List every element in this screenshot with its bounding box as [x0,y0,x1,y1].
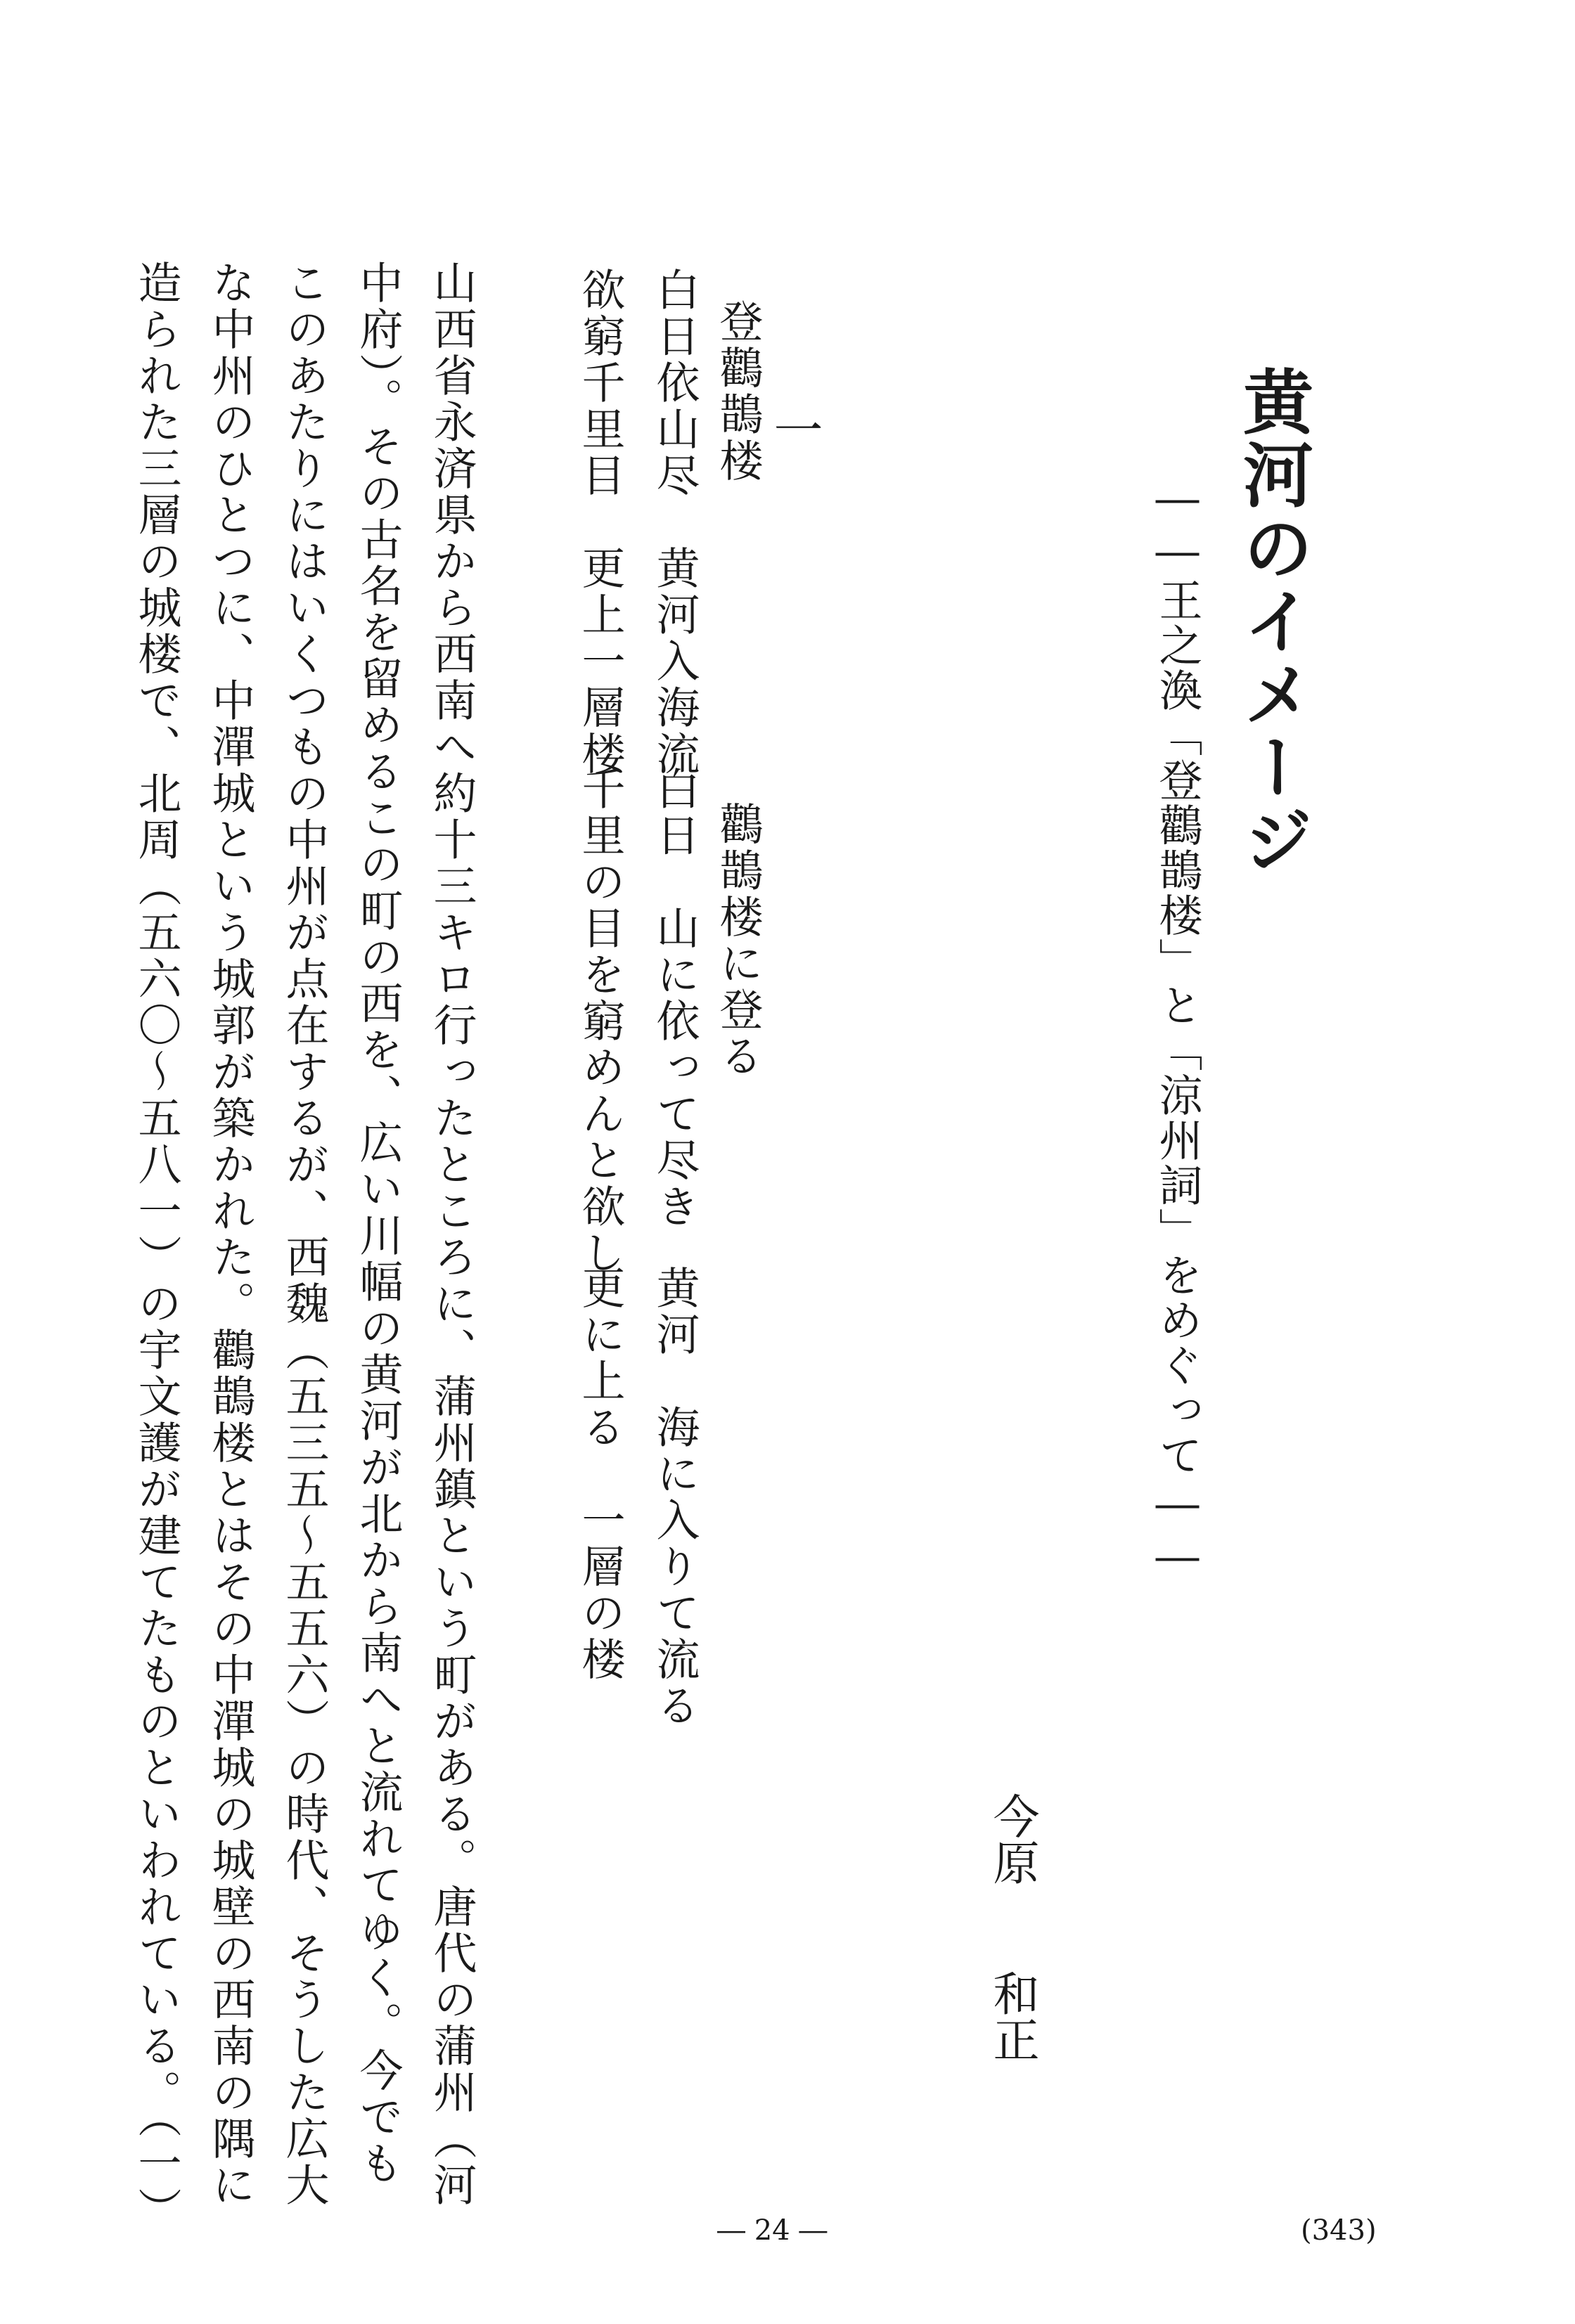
kundoku-line-1b: 黄河 海に入りて流る [649,1265,700,1729]
poem-line-1: 白日依山尽 黄河入海流 [649,267,700,777]
poem-line-2: 欲窮千里目 更上一層楼 [574,267,626,777]
section-number: 一 [766,404,823,453]
article-subtitle: ――王之渙「登鸛鵲楼」と「涼州詞」をめぐって―― [1152,472,1203,1583]
kundoku-line-1a: 白日 山に依って尽き [649,766,700,1230]
kundoku-line-2a: 千里の目を窮めんと欲し [574,766,626,1277]
page-number: ― 24 ― [717,2214,828,2247]
poem-title: 登鸛鵲楼 [712,299,764,484]
author-family-name: 今原 [985,1793,1039,1885]
prose-paragraph-1: 山西省永済県から西南へ約十三キロ行ったところに、蒲州鎮という町がある。唐代の蒲州（河中府）。その古名を留めるこの町の西を、広い川幅の黄河が北から南へと流れてゆく。今でもこのあたりにはいくつもの中州が点在するが、西魏（五三五～五五六）の時代、そうした広大な中州のひとつに、中潬城という城郭が築かれた。鸛鵲楼とはその中潬城の城壁の西南の隅に造られた三層の城楼で、北周（五六〇～五八一）の宇文護が建てたものといわれている。（一） [131,260,477,2233]
prose-block [120,260,489,2233]
article-title: 黄河のイメージ [1231,366,1314,877]
author-given-name: 和正 [985,1970,1039,2062]
author-name [985,1793,1039,2062]
kundoku-title: 鸛鵲楼に登る [712,801,764,1080]
original-page-number: (343) [1301,2214,1377,2247]
kundoku-line-2b: 更に上る 一層の楼 [574,1265,626,1683]
